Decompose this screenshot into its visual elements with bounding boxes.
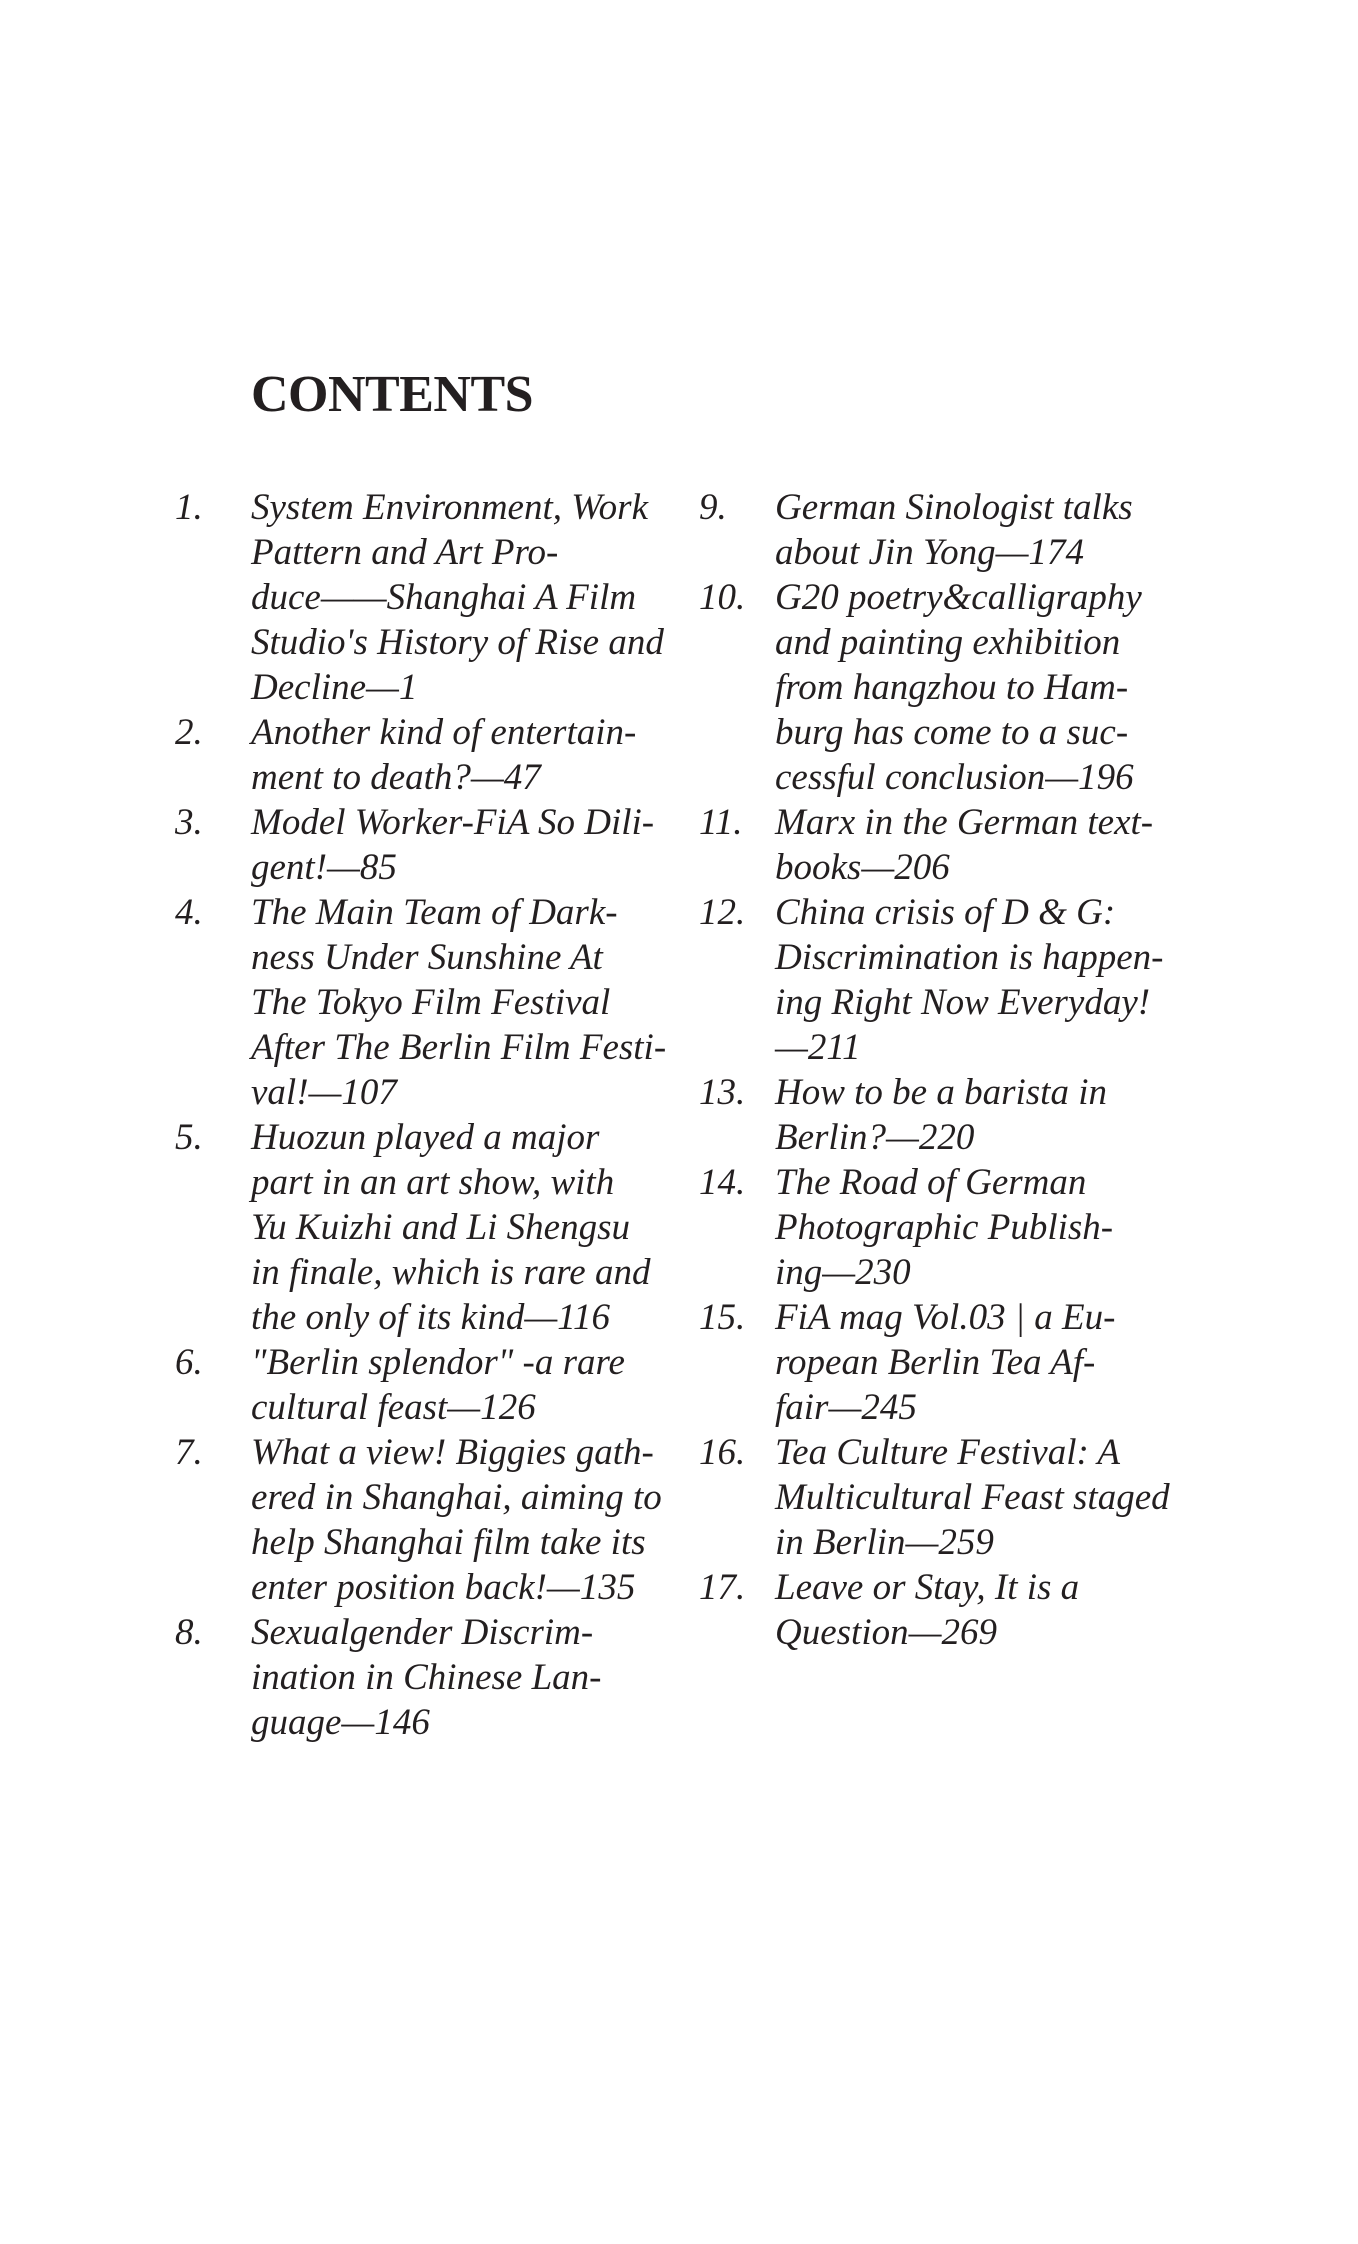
toc-entry[interactable] — [175, 1430, 695, 1610]
toc-entry-title-line: the only of its kind—116 — [251, 1297, 610, 1338]
toc-entry-title-line: Leave or Stay, It is a — [775, 1567, 1080, 1608]
toc-entry[interactable] — [699, 890, 1219, 1070]
toc-entry-title — [251, 800, 654, 890]
toc-entry-number: 17. — [699, 1567, 746, 1608]
toc-entry-title-line: enter position back!—135 — [251, 1567, 636, 1608]
toc-entry-number: 4. — [175, 892, 203, 933]
toc-entry-title-line: Question—269 — [775, 1612, 997, 1653]
toc-entry-title-line: Huozun played a major — [251, 1117, 600, 1158]
toc-entry[interactable] — [175, 1340, 695, 1430]
toc-entry-title-line: Model Worker-FiA So Dili- — [251, 802, 655, 843]
toc-entry-title-line: Multicultural Feast staged — [775, 1477, 1170, 1518]
toc-entry-title-line: burg has come to a suc- — [775, 712, 1129, 753]
toc-entry-title-line: System Environment, Work — [251, 487, 648, 528]
page-title: CONTENTS — [251, 366, 534, 423]
toc-entry-title-line: After The Berlin Film Festi- — [251, 1027, 667, 1068]
toc-left-column — [175, 485, 695, 1745]
toc-entry-title-line: fair—245 — [775, 1387, 917, 1428]
toc-entry-title — [251, 890, 666, 1115]
toc-entry-number: 10. — [699, 577, 746, 618]
toc-entry-number: 1. — [175, 487, 203, 528]
toc-entry[interactable] — [699, 1070, 1219, 1160]
toc-entry-number: 8. — [175, 1612, 203, 1653]
toc-entry-title — [775, 800, 1153, 890]
toc-entry-title-line: cessful conclusion—196 — [775, 757, 1134, 798]
toc-entry[interactable] — [175, 1610, 695, 1745]
toc-entry-number: 2. — [175, 712, 203, 753]
toc-entry-title-line: Tea Culture Festival: A — [775, 1432, 1120, 1473]
toc-entry-title — [775, 1160, 1113, 1295]
toc-entry-title-line: Studio's History of Rise and — [251, 622, 664, 663]
toc-entry-title-line: Sexualgender Discrim- — [251, 1612, 594, 1653]
toc-entry-title-line: ing—230 — [775, 1252, 911, 1293]
toc-entry-title-line: from hangzhou to Ham- — [775, 667, 1129, 708]
toc-entry-number: 14. — [699, 1162, 746, 1203]
toc-entry-title-line: cultural feast—126 — [251, 1387, 536, 1428]
toc-entry-title-line: and painting exhibition — [775, 622, 1121, 663]
toc-entry-title-line: gent!—85 — [251, 847, 397, 888]
toc-entry[interactable] — [175, 710, 695, 800]
toc-entry[interactable] — [699, 575, 1219, 800]
toc-entry-title-line: duce——Shanghai A Film — [251, 577, 637, 618]
toc-entry-title — [251, 710, 636, 800]
toc-entry-title-line: Pattern and Art Pro- — [251, 532, 559, 573]
toc-entry[interactable] — [175, 1115, 695, 1340]
toc-entry-number: 16. — [699, 1432, 746, 1473]
toc-entry[interactable] — [175, 890, 695, 1115]
toc-entry-title-line: books—206 — [775, 847, 950, 888]
toc-entry-title-line: The Road of German — [775, 1162, 1087, 1203]
toc-entry-title — [775, 1565, 1079, 1655]
toc-entry-title-line: Photographic Publish- — [775, 1207, 1114, 1248]
toc-entry-title-line: G20 poetry&calligraphy — [775, 577, 1142, 618]
toc-entry-number: 12. — [699, 892, 746, 933]
toc-entry-title-line: in Berlin—259 — [775, 1522, 994, 1563]
toc-entry-title-line: Decline—1 — [251, 667, 418, 708]
toc-entry-title — [775, 575, 1142, 800]
toc-entry-title — [775, 1430, 1170, 1565]
toc-entry-title-line: ination in Chinese Lan- — [251, 1657, 602, 1698]
toc-entry[interactable] — [175, 800, 695, 890]
toc-entry-number: 6. — [175, 1342, 203, 1383]
toc-entry-title-line: guage—146 — [251, 1702, 430, 1743]
toc-entry-title — [775, 1070, 1107, 1160]
toc-right-column — [699, 485, 1219, 1655]
toc-entry-number: 7. — [175, 1432, 203, 1473]
toc-entry-title-line: —211 — [775, 1027, 861, 1068]
toc-entry-title — [251, 1610, 601, 1745]
toc-entry-number: 5. — [175, 1117, 203, 1158]
toc-entry-title-line: ment to death?—47 — [251, 757, 541, 798]
toc-entry-title-line: help Shanghai film take its — [251, 1522, 646, 1563]
toc-entry-title — [251, 1115, 650, 1340]
toc-entry[interactable] — [699, 800, 1219, 890]
toc-entry-title-line: Discrimination is happen- — [775, 937, 1164, 978]
toc-entry-title — [775, 1295, 1115, 1430]
toc-entry-title — [251, 1340, 625, 1430]
toc-entry-number: 13. — [699, 1072, 746, 1113]
toc-entry-title-line: What a view! Biggies gath- — [251, 1432, 654, 1473]
toc-entry-title-line: val!—107 — [251, 1072, 397, 1113]
toc-entry-title-line: FiA mag Vol.03 | a Eu- — [775, 1297, 1116, 1338]
toc-entry-title-line: Berlin?—220 — [775, 1117, 975, 1158]
toc-entry-title-line: part in an art show, with — [251, 1162, 615, 1203]
toc-entry-number: 3. — [175, 802, 203, 843]
toc-entry-title-line: ropean Berlin Tea Af- — [775, 1342, 1096, 1383]
toc-entry[interactable] — [699, 485, 1219, 575]
toc-entry-title-line: about Jin Yong—174 — [775, 532, 1085, 573]
toc-entry-title — [251, 1430, 662, 1610]
toc-entry-title-line: ness Under Sunshine At — [251, 937, 603, 978]
toc-entry-title-line: China crisis of D & G: — [775, 892, 1116, 933]
toc-entry-title-line: The Tokyo Film Festival — [251, 982, 611, 1023]
toc-entry-title-line: German Sinologist talks — [775, 487, 1133, 528]
toc-entry-title-line: How to be a barista in — [775, 1072, 1107, 1113]
toc-entry-title — [251, 485, 664, 710]
toc-entry-title-line: Another kind of entertain- — [251, 712, 637, 753]
toc-entry-title — [775, 890, 1163, 1070]
toc-entry-title-line: ing Right Now Everyday! — [775, 982, 1151, 1023]
toc-entry-title-line: The Main Team of Dark- — [251, 892, 618, 933]
toc-entry[interactable] — [699, 1565, 1219, 1655]
toc-entry[interactable] — [175, 485, 695, 710]
toc-entry-title-line: Yu Kuizhi and Li Shengsu — [251, 1207, 630, 1248]
toc-entry-number: 15. — [699, 1297, 746, 1338]
toc-entry-number: 9. — [699, 487, 727, 528]
toc-entry-number: 11. — [699, 802, 743, 843]
toc-entry[interactable] — [699, 1295, 1219, 1430]
toc-entry-title-line: "Berlin splendor" -a rare — [251, 1342, 625, 1383]
toc-entry-title — [775, 485, 1133, 575]
toc-entry[interactable] — [699, 1430, 1219, 1565]
toc-entry-title-line: Marx in the German text- — [775, 802, 1154, 843]
toc-entry-title-line: in finale, which is rare and — [251, 1252, 651, 1293]
toc-entry-title-line: ered in Shanghai, aiming to — [251, 1477, 662, 1518]
toc-entry[interactable] — [699, 1160, 1219, 1295]
